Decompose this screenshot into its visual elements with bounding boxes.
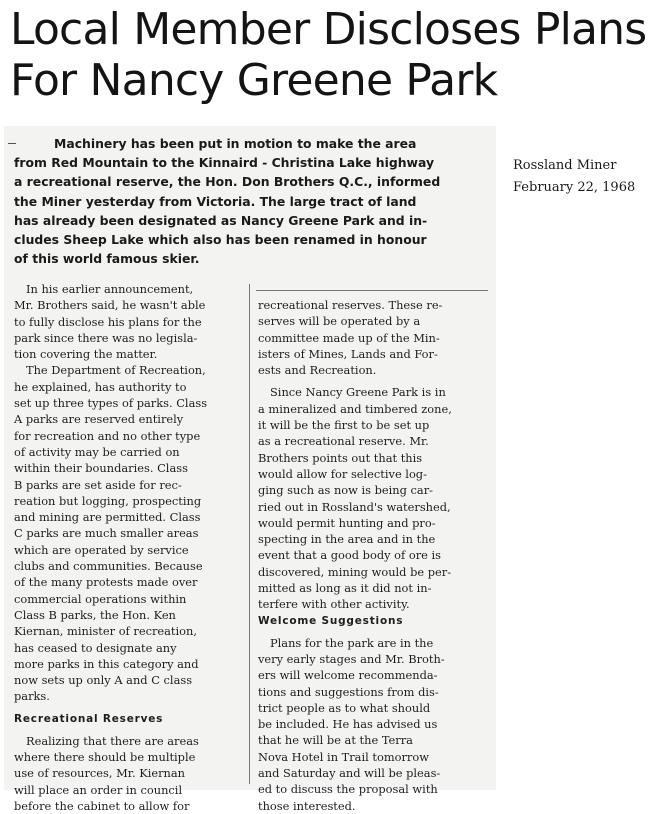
publication-name: Rossland Miner [513, 158, 617, 173]
lead-line: the Miner yesterday from Victoria. The large tract of land [14, 193, 417, 209]
text-line: specting in the area and in the [258, 532, 436, 547]
text-line: for recreation and no other type [14, 428, 201, 443]
text-line: now sets up only A and C class [14, 673, 193, 688]
lead-paragraph [14, 134, 488, 268]
text-line: In his earlier announcement, [26, 282, 194, 296]
text-line: isters of Mines, Lands and For- [258, 346, 438, 361]
text-line: before the cabinet to allow for [14, 798, 190, 813]
text-line: set up three types of parks. Class [14, 396, 208, 411]
text-line: he explained, has authority to [14, 379, 187, 394]
text-line: terfere with other activity. [258, 597, 410, 612]
subhead-recreational-reserves: Recreational Reserves [14, 712, 164, 725]
text-line: serves will be operated by a [258, 314, 421, 329]
text-line: to fully disclose his plans for the [14, 314, 202, 329]
text-line: The Department of Recreation, [26, 363, 206, 378]
lead-line: cludes Sheep Lake which also has been renamed in honour [14, 232, 427, 248]
text-line: tions and suggestions from dis- [258, 684, 439, 699]
text-line: as a recreational reserve. Mr. [258, 434, 429, 449]
text-line: event that a good body of ore is [258, 548, 442, 563]
text-line: ed to discuss the proposal with [258, 782, 438, 797]
text-line: Since Nancy Greene Park is in [270, 385, 446, 400]
headline-line-2: For Nancy Greene Park [10, 55, 498, 106]
text-line: Brothers points out that this [258, 450, 423, 465]
text-line: and mining are permitted. Class [14, 510, 201, 525]
text-line: which are operated by service [14, 542, 189, 557]
lead-line: has already been designated as Nancy Greene Park and in- [14, 212, 428, 228]
text-line: committee made up of the Min- [258, 330, 440, 345]
text-line: of activity may be carried on [14, 444, 180, 459]
text-line: discovered, mining would be per- [258, 564, 452, 579]
text-line: it will be the first to be set up [258, 418, 430, 433]
column-divider [249, 284, 250, 784]
text-line: ging such as now is being car- [258, 483, 434, 498]
subhead-welcome-suggestions: Welcome Suggestions [258, 614, 404, 627]
text-line: Kiernan, minister of recreation, [14, 624, 197, 639]
text-line: more parks in this category and [14, 656, 199, 671]
column-top-rule [256, 290, 488, 291]
lead-line: from Red Mountain to the Kinnaird - Christina Lake highway [14, 155, 435, 171]
text-line: and Saturday and will be pleas- [258, 766, 441, 781]
text-line: Class B parks, the Hon. Ken [14, 607, 176, 622]
text-line: Plans for the park are in the [270, 635, 434, 650]
headline-line-1: Local Member Discloses Plans [10, 4, 647, 55]
text-line: would permit hunting and pro- [258, 515, 436, 530]
text-line: very early stages and Mr. Broth- [258, 651, 445, 666]
source-caption [513, 155, 655, 199]
text-line: ried out in Rossland's watershed, [258, 499, 451, 514]
text-line: parks. [14, 689, 50, 704]
lead-line: a recreational reserve, the Hon. Don Brothers Q.C., informed [14, 174, 441, 190]
text-line: a mineralized and timbered zone, [258, 401, 452, 416]
text-line: that he will be at the Terra [258, 733, 413, 748]
text-line: of the many protests made over [14, 575, 198, 590]
text-line: commercial operations within [14, 591, 187, 606]
text-line: ests and Recreation. [258, 363, 377, 378]
article-column-2 [258, 297, 490, 814]
text-line: use of resources, Mr. Kiernan [14, 766, 186, 781]
text-line: park since there was no legisla- [14, 330, 198, 345]
text-line: will place an order in council [14, 782, 183, 797]
article-column-1 [14, 281, 248, 814]
text-line: recreational reserves. These re- [258, 298, 443, 312]
text-line: clubs and communities. Because [14, 559, 203, 574]
text-line: A parks are reserved entirely [14, 412, 184, 427]
text-line: mitted as long as it did not in- [258, 581, 432, 596]
publication-date: February 22, 1968 [513, 180, 636, 195]
text-line: has ceased to designate any [14, 640, 177, 655]
text-line: Nova Hotel in Trail tomorrow [258, 749, 429, 764]
text-line: would allow for selective log- [258, 466, 427, 481]
text-line: B parks are set aside for rec- [14, 477, 182, 492]
lead-line: of this world famous skier. [14, 251, 200, 267]
text-line: Mr. Brothers said, he wasn't able [14, 298, 206, 313]
text-line: reation but logging, prospecting [14, 493, 202, 508]
text-line: where there should be multiple [14, 750, 196, 765]
text-line: tion covering the matter. [14, 347, 158, 362]
text-line: be included. He has advised us [258, 717, 438, 732]
text-line: within their boundaries. Class [14, 461, 188, 476]
text-line: Realizing that there are areas [26, 733, 199, 748]
text-line: ers will welcome recommenda- [258, 668, 438, 683]
text-line: those interested. [258, 798, 356, 813]
text-line: trict people as to what should [258, 700, 431, 715]
text-line: C parks are much smaller areas [14, 526, 199, 541]
lead-line: Machinery has been put in motion to make the area [54, 136, 417, 151]
headline [10, 4, 655, 106]
